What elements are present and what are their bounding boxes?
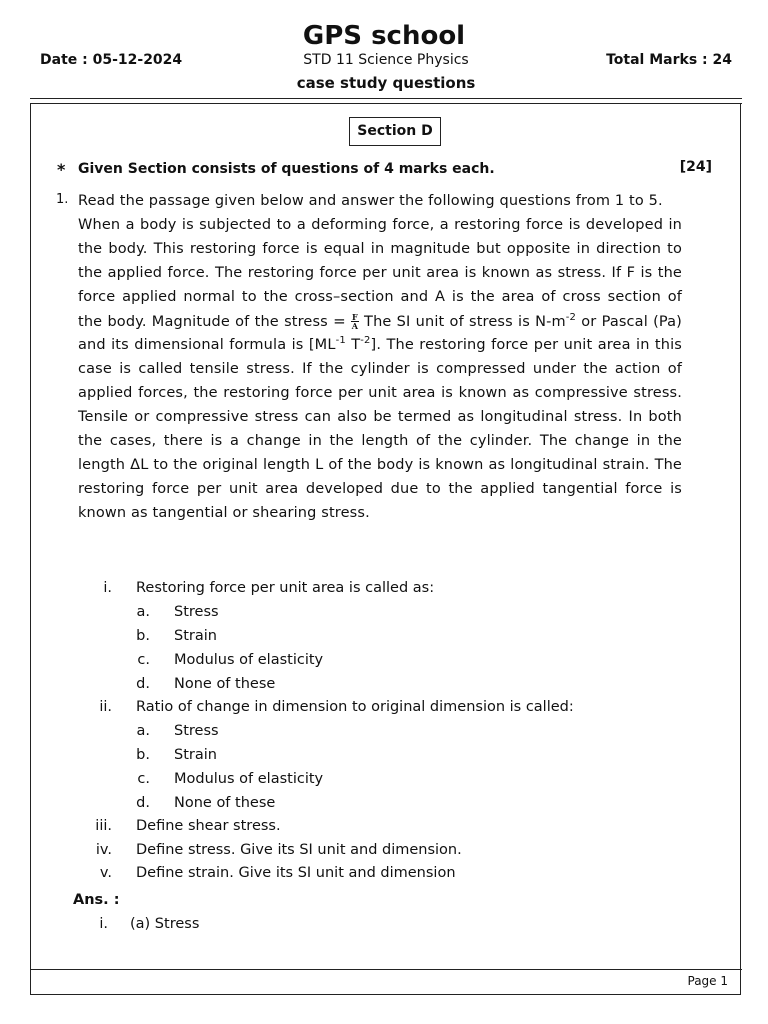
footer-divider [30, 969, 742, 970]
page-number: Page 1 [687, 974, 728, 988]
paper-subtitle: case study questions [296, 74, 476, 92]
total-marks: Total Marks : 24 [606, 52, 732, 68]
question-passage [78, 190, 682, 526]
passage-text: When a body is subjected to a deforming force, a restoring force is developed in the body. This restoring force is equal in magnitude but opposite in direction to the applied force. The restoring force per unit area is known as stress. If F is the force applied normal to the cross–section and A is the area of cross section of the body. Magnitude of the stress = $\frac{F}{A}$ The SI unit of stress is $N-m^{-2}$ or Pascal (Pa) and its dimensional formula is [$ML^{-1}$ $T^{-2}$]. The restoring force per unit area in this case is called tensile stress. If the cylinder is compressed under the action of applied forces, the restoring force per unit area is known as compressive stress. Tensile or compressive stress can also be termed as longitudinal stress. In both the cases, there is a change in the length of the cylinder. The change in the length ΔL to the original length L of the body is known as longitudinal strain. The restoring force per unit area developed due to the applied tangential force is known as tangential or shearing stress. [78, 216, 682, 521]
equals-sign: = [333, 311, 346, 330]
header-divider-top [30, 98, 742, 99]
section-instruction: Given Section consists of questions of 4 marks each. [78, 161, 495, 177]
answer-label: Ans. : [73, 892, 120, 908]
school-name: GPS school [302, 21, 466, 51]
section-marks: [24] [679, 159, 712, 175]
question-number: 1. [56, 192, 69, 207]
standard-subject: STD 11 Science Physics [303, 52, 469, 68]
section-title: Section D [349, 117, 441, 146]
exam-date: Date : 05-12-2024 [40, 52, 183, 68]
bullet-star: * [57, 160, 66, 179]
stress-fraction: $\frac{F}{A}$ [351, 312, 359, 332]
question-intro: Read the passage given below and answer the following questions from 1 to 5. [78, 193, 663, 209]
